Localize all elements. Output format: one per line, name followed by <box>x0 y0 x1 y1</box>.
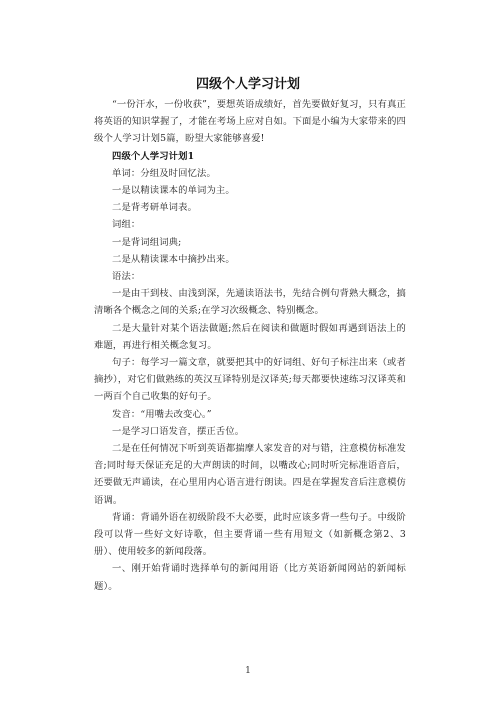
paragraph: 词组： <box>112 219 141 231</box>
paragraph: 一、刚开始背诵时选择单句的新闻用语（比方英语新闻网站的新闻标题）。 <box>94 563 406 592</box>
paragraph: 单词：分组及时回忆法。 <box>112 167 216 179</box>
paragraph: 一是以精读课本的单词为主。 <box>112 185 235 197</box>
paragraph: 一是学习口语发音，摆正舌位。 <box>112 425 245 437</box>
paragraph: 二是大量针对某个语法做题;然后在阅读和做题时假如再遇到语法上的难题，再进行相关概念复习。 <box>94 322 406 351</box>
paragraph: 一是由干到枝、由浅到深，先通读语法书，先结合例句背熟大概念，搞清晰各个概念之间的关系;在学习次级概念、特别概念。 <box>94 288 406 317</box>
page-number: 1 <box>245 666 251 676</box>
paragraph: 句子：每学习一篇文章，就要把其中的好词组、好句子标注出来（或者摘抄），对它们做熟练的英汉互译特别是汉译英;每天都要快速练习汉译英和一两百个自己收集的好句子。 <box>94 357 406 403</box>
paragraph: 发音：“用嘴去改变心。” <box>112 408 212 420</box>
paragraph: 背诵：背诵外语在初级阶段不大必要，此时应该多背一些句子。中级阶段可以背一些好文好诗歌，但主要背诵一些有用短文（如新概念第2、3册）、使用较多的新闻段落。 <box>94 511 406 558</box>
paragraph: 二是在任何情况下听到英语都揣摩人家发音的对与错，注意模仿标准发音;同时每天保证充足的大声朗读的时间，以嘴改心;同时听完标准语音后，还要做无声诵读，在心里用内心语言进行朗读。四是在掌握发音后注意模仿语调。 <box>94 443 406 506</box>
paragraph: 一是背词组词典; <box>112 236 182 248</box>
document-body <box>94 96 406 595</box>
paragraph: 二是背考研单词表。 <box>112 202 198 214</box>
intro-paragraph: “一份汗水，一份收获”，要想英语成绩好，首先要做好复习，只有真正将英语的知识掌握了，才能在考场上应对自如。下面是小编为大家带来的四级个人学习计划5篇，盼望大家能够喜爱! <box>94 99 406 145</box>
section-heading: 四级个人学习计划1 <box>112 150 195 162</box>
document-title: 四级个人学习计划 <box>195 77 300 92</box>
paragraph: 二是从精读课本中摘抄出来。 <box>112 253 235 265</box>
paragraph: 语法： <box>112 271 141 283</box>
